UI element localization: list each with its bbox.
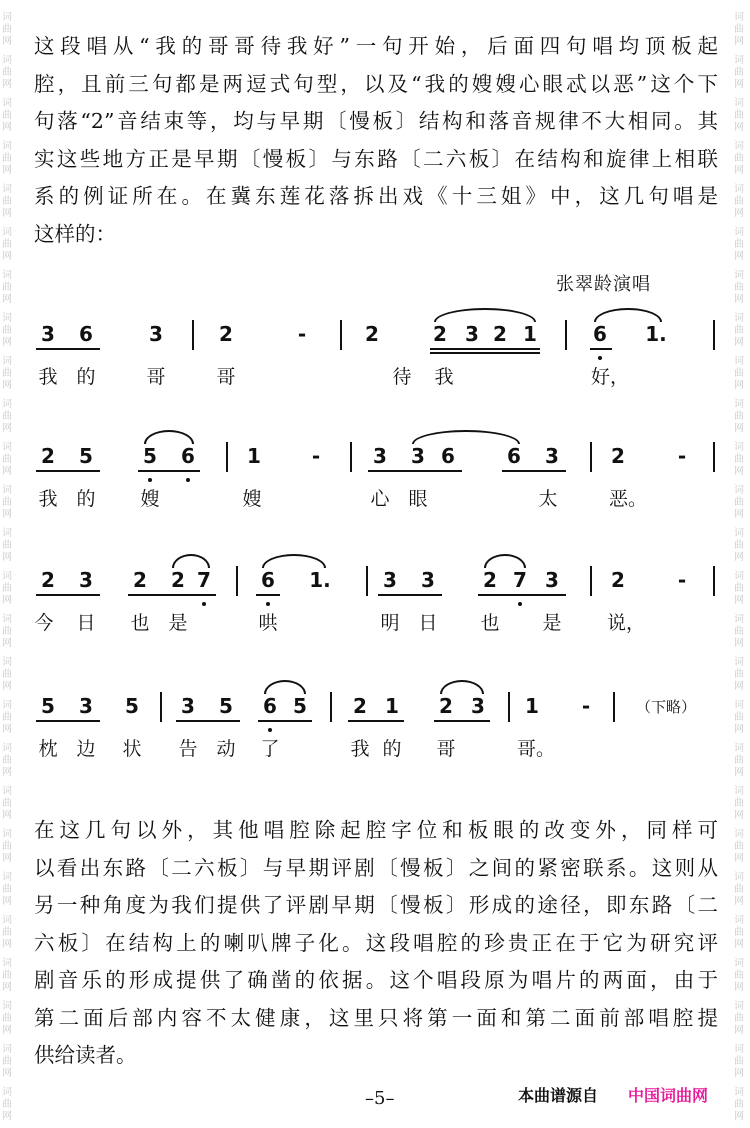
lyric: 哥 xyxy=(216,366,236,388)
lyric: 恶。 xyxy=(608,488,648,510)
watermark-text: 词 曲 网 xyxy=(734,528,744,563)
barline xyxy=(713,320,715,350)
note: 3 xyxy=(383,568,397,592)
beat-underline-double xyxy=(430,352,540,354)
slur xyxy=(262,554,326,568)
watermark-text: 词 曲 网 xyxy=(2,55,12,90)
barline xyxy=(340,320,342,350)
barline xyxy=(226,442,228,472)
note: 6 xyxy=(79,322,93,346)
watermark-text: 词 曲 网 xyxy=(2,12,12,47)
singer-credit: 张翠龄演唱 xyxy=(556,274,651,295)
text-line: 在这几句以外，其他唱腔除起腔字位和板眼的改变外，同样可 xyxy=(34,818,718,842)
slur xyxy=(412,430,520,444)
lyric: 是 xyxy=(542,612,562,634)
barline xyxy=(508,692,510,722)
watermark-text: 词 曲 网 xyxy=(2,700,12,735)
barline xyxy=(590,566,592,596)
text-line: 以看出东路〔二六板〕与早期评剧〔慢板〕之间的紧密联系。这则从 xyxy=(34,855,718,880)
low-octave-dot xyxy=(186,478,190,482)
note: 1 xyxy=(523,322,537,346)
note: 6 xyxy=(507,444,521,468)
watermark-text: 词 曲 网 xyxy=(2,1044,12,1079)
text-line: 剧音乐的形成提供了确凿的依据。这个唱段原为唱片的两面，由于 xyxy=(34,968,718,992)
watermark-text: 词 曲 网 xyxy=(734,786,744,821)
watermark-text: 词 曲 网 xyxy=(734,571,744,606)
watermark-text: 词 曲 网 xyxy=(2,958,12,993)
lyric: 哥 xyxy=(146,366,166,388)
text-line: 这段唱从“我的哥哥待我好”一句开始，后面四句唱均顶板起 xyxy=(34,34,718,58)
paragraph-intro xyxy=(34,28,718,253)
slur xyxy=(594,308,662,322)
lyric: 也 xyxy=(480,612,500,634)
lyric: 眼 xyxy=(408,488,428,510)
text-line: 系的例证所在。在冀东莲花落拆出戏《十三姐》中，这几句唱是 xyxy=(34,184,718,208)
beat-underline xyxy=(256,594,280,596)
watermark-text: 词 曲 网 xyxy=(734,270,744,305)
watermark-text: 词 曲 网 xyxy=(734,141,744,176)
note: 3 xyxy=(411,444,425,468)
lyric: 太 xyxy=(538,488,558,510)
lyric: 是 xyxy=(168,612,188,634)
watermark-text: 词 曲 网 xyxy=(734,657,744,692)
barline xyxy=(236,566,238,596)
beat-underline xyxy=(176,720,240,722)
watermark-text: 词 曲 网 xyxy=(2,614,12,649)
text-line: 六板〕在结构上的喇叭牌子化。这段唱腔的珍贵正在于它为研究评 xyxy=(34,930,718,955)
note: 1 xyxy=(247,444,261,468)
beat-underline xyxy=(378,594,442,596)
lyric: 好， xyxy=(590,366,630,388)
beat-underline xyxy=(590,348,612,350)
lyric: 动 xyxy=(216,738,236,760)
watermark-text: 词 曲 网 xyxy=(2,571,12,606)
watermark-text: 词 曲 网 xyxy=(734,12,744,47)
note: 2 xyxy=(219,322,233,346)
barline xyxy=(713,442,715,472)
note: 3 xyxy=(421,568,435,592)
note: 7 xyxy=(197,568,211,592)
note: 2 xyxy=(483,568,497,592)
note: 1. xyxy=(309,568,331,592)
watermark-text: 词 曲 网 xyxy=(734,227,744,262)
barline xyxy=(366,566,368,596)
beat-underline xyxy=(348,720,404,722)
note: 5 xyxy=(79,444,93,468)
note: 3 xyxy=(79,568,93,592)
note: 1. xyxy=(645,322,667,346)
watermark-text: 词 曲 网 xyxy=(734,743,744,778)
note: 2 xyxy=(611,568,625,592)
source-label: 本曲谱源自 xyxy=(518,1086,599,1105)
text-line: 腔，且前三句都是两逗式句型，以及“我的嫂嫂心眼忒以恶”这个下 xyxy=(34,71,718,96)
watermark-text: 词 曲 网 xyxy=(2,1087,12,1122)
slur xyxy=(264,680,306,694)
lyric: 告 xyxy=(178,738,198,760)
watermark-text: 词 曲 网 xyxy=(734,399,744,434)
watermark-text: 词 曲 网 xyxy=(734,872,744,907)
score-line xyxy=(0,694,750,774)
note: - xyxy=(581,694,591,718)
watermark-text: 词 曲 网 xyxy=(2,270,12,305)
beat-underline xyxy=(502,470,566,472)
note: 2 xyxy=(353,694,367,718)
note: 2 xyxy=(133,568,147,592)
watermark-text: 词 曲 网 xyxy=(734,915,744,950)
watermark-text: 词 曲 网 xyxy=(2,829,12,864)
beat-underline xyxy=(434,720,490,722)
low-octave-dot xyxy=(202,602,206,606)
watermark-text: 词 曲 网 xyxy=(734,442,744,477)
barline xyxy=(160,692,162,722)
lyric: 说， xyxy=(606,612,646,634)
watermark-text: 词 曲 网 xyxy=(2,528,12,563)
lyric: 边 xyxy=(76,738,96,760)
slur xyxy=(144,430,194,444)
beat-underline xyxy=(430,348,540,350)
watermark-text: 词 曲 网 xyxy=(734,98,744,133)
note: 6 xyxy=(261,568,275,592)
slur xyxy=(172,554,210,568)
lyric: 日 xyxy=(76,612,96,634)
text-line: 第二面后部内容不太健康，这里只将第一面和第二面前部唱腔提 xyxy=(34,1005,718,1030)
lyric: 哥。 xyxy=(516,738,556,760)
note: 6 xyxy=(441,444,455,468)
note: 3 xyxy=(545,568,559,592)
note: 5 xyxy=(143,444,157,468)
lyric: 了 xyxy=(260,738,280,760)
beat-underline xyxy=(478,594,566,596)
beat-underline xyxy=(36,594,100,596)
watermark-text: 词 曲 网 xyxy=(2,356,12,391)
low-octave-dot xyxy=(268,728,272,732)
low-octave-dot xyxy=(266,602,270,606)
note: 1 xyxy=(385,694,399,718)
watermark-text: 词 曲 网 xyxy=(2,184,12,219)
note: 3 xyxy=(471,694,485,718)
barline xyxy=(565,320,567,350)
watermark-text: 词 曲 网 xyxy=(2,743,12,778)
note: 2 xyxy=(433,322,447,346)
text-line: 实这些地方正是早期〔慢板〕与东路〔二六板〕在结构和旋律上相联 xyxy=(34,146,718,171)
watermark-text: 词 曲 网 xyxy=(734,1001,744,1036)
watermark-text: 词 曲 网 xyxy=(2,1001,12,1036)
note: - xyxy=(677,568,687,592)
lyric: 日 xyxy=(418,612,438,634)
note: 3 xyxy=(545,444,559,468)
lyric: 我 xyxy=(350,738,370,760)
note: 7 xyxy=(513,568,527,592)
beat-underline xyxy=(36,470,100,472)
note: 2 xyxy=(365,322,379,346)
beat-underline xyxy=(138,470,200,472)
text-line: 另一种角度为我们提供了评剧早期〔慢板〕形成的途径，即东路〔二 xyxy=(34,893,718,917)
note: 3 xyxy=(373,444,387,468)
watermark-text: 词 曲 网 xyxy=(2,98,12,133)
omitted-note: （下略） xyxy=(636,698,697,716)
lyric: 今 xyxy=(34,612,54,634)
lyric: 嫂 xyxy=(140,488,160,510)
note: 2 xyxy=(439,694,453,718)
low-octave-dot xyxy=(518,602,522,606)
lyric: 的 xyxy=(76,488,96,510)
lyric: 枕 xyxy=(38,738,58,760)
text-line: 这样的： xyxy=(34,221,116,246)
barline xyxy=(713,566,715,596)
note: 3 xyxy=(79,694,93,718)
watermark-text: 词 曲 网 xyxy=(2,442,12,477)
lyric: 哥 xyxy=(436,738,456,760)
watermark-text: 词 曲 网 xyxy=(2,399,12,434)
note: 3 xyxy=(149,322,163,346)
lyric: 状 xyxy=(122,738,142,760)
beat-underline xyxy=(368,470,462,472)
barline xyxy=(613,692,615,722)
beat-underline xyxy=(128,594,216,596)
page-number: –5– xyxy=(365,1088,395,1109)
watermark-text: 词 曲 网 xyxy=(2,141,12,176)
beat-underline xyxy=(36,348,100,350)
watermark-text: 词 曲 网 xyxy=(734,313,744,348)
watermark-text: 词 曲 网 xyxy=(734,55,744,90)
note: 2 xyxy=(493,322,507,346)
lyric: 哄 xyxy=(258,612,278,634)
text-line: 供给读者。 xyxy=(34,1043,137,1067)
watermark-text: 词 曲 网 xyxy=(2,657,12,692)
lyric: 待 xyxy=(392,366,412,388)
note: 6 xyxy=(593,322,607,346)
note: 2 xyxy=(41,568,55,592)
watermark-text: 词 曲 网 xyxy=(734,1044,744,1079)
note: 1 xyxy=(525,694,539,718)
text-line: 句落“2”音结束等，均与早期〔慢板〕结构和落音规律不大相同。其 xyxy=(34,109,718,133)
barline xyxy=(330,692,332,722)
barline xyxy=(350,442,352,472)
watermark-text: 词 曲 网 xyxy=(734,829,744,864)
lyric: 的 xyxy=(76,366,96,388)
score-line xyxy=(0,322,750,402)
slur xyxy=(484,554,526,568)
watermark-text: 词 曲 网 xyxy=(2,227,12,262)
site-link[interactable]: 中国词曲网 xyxy=(628,1086,709,1105)
watermark-text: 词 曲 网 xyxy=(2,313,12,348)
note: 5 xyxy=(293,694,307,718)
score-line xyxy=(0,568,750,648)
lyric: 的 xyxy=(382,738,402,760)
note: 2 xyxy=(41,444,55,468)
watermark-text: 词 曲 网 xyxy=(734,485,744,520)
slur xyxy=(434,308,536,322)
lyric: 我 xyxy=(38,488,58,510)
note: 5 xyxy=(41,694,55,718)
note: - xyxy=(677,444,687,468)
note: 3 xyxy=(465,322,479,346)
beat-underline xyxy=(258,720,312,722)
beat-underline xyxy=(36,720,100,722)
lyric: 也 xyxy=(130,612,150,634)
watermark-text: 词 曲 网 xyxy=(734,958,744,993)
watermark-text: 词 曲 网 xyxy=(2,872,12,907)
lyric: 我 xyxy=(38,366,58,388)
watermark-text: 词 曲 网 xyxy=(2,786,12,821)
watermark-text: 词 曲 网 xyxy=(734,700,744,735)
lyric: 明 xyxy=(380,612,400,634)
note: 5 xyxy=(125,694,139,718)
lyric: 嫂 xyxy=(242,488,262,510)
score-line xyxy=(0,444,750,524)
low-octave-dot xyxy=(148,478,152,482)
watermark-text: 词 曲 网 xyxy=(734,356,744,391)
note: - xyxy=(297,322,307,346)
note: 3 xyxy=(41,322,55,346)
note: 6 xyxy=(263,694,277,718)
note: 2 xyxy=(611,444,625,468)
paragraph-analysis xyxy=(34,812,718,1075)
low-octave-dot xyxy=(598,356,602,360)
note: 2 xyxy=(171,568,185,592)
watermark-text: 词 曲 网 xyxy=(734,1087,744,1122)
slur xyxy=(440,680,484,694)
lyric: 心 xyxy=(370,488,390,510)
barline xyxy=(192,320,194,350)
watermark-text: 词 曲 网 xyxy=(734,184,744,219)
watermark-text: 词 曲 网 xyxy=(2,485,12,520)
note: - xyxy=(311,444,321,468)
note: 3 xyxy=(181,694,195,718)
lyric: 我 xyxy=(434,366,454,388)
watermark-text: 词 曲 网 xyxy=(734,614,744,649)
note: 6 xyxy=(181,444,195,468)
note: 5 xyxy=(219,694,233,718)
barline xyxy=(590,442,592,472)
watermark-text: 词 曲 网 xyxy=(2,915,12,950)
